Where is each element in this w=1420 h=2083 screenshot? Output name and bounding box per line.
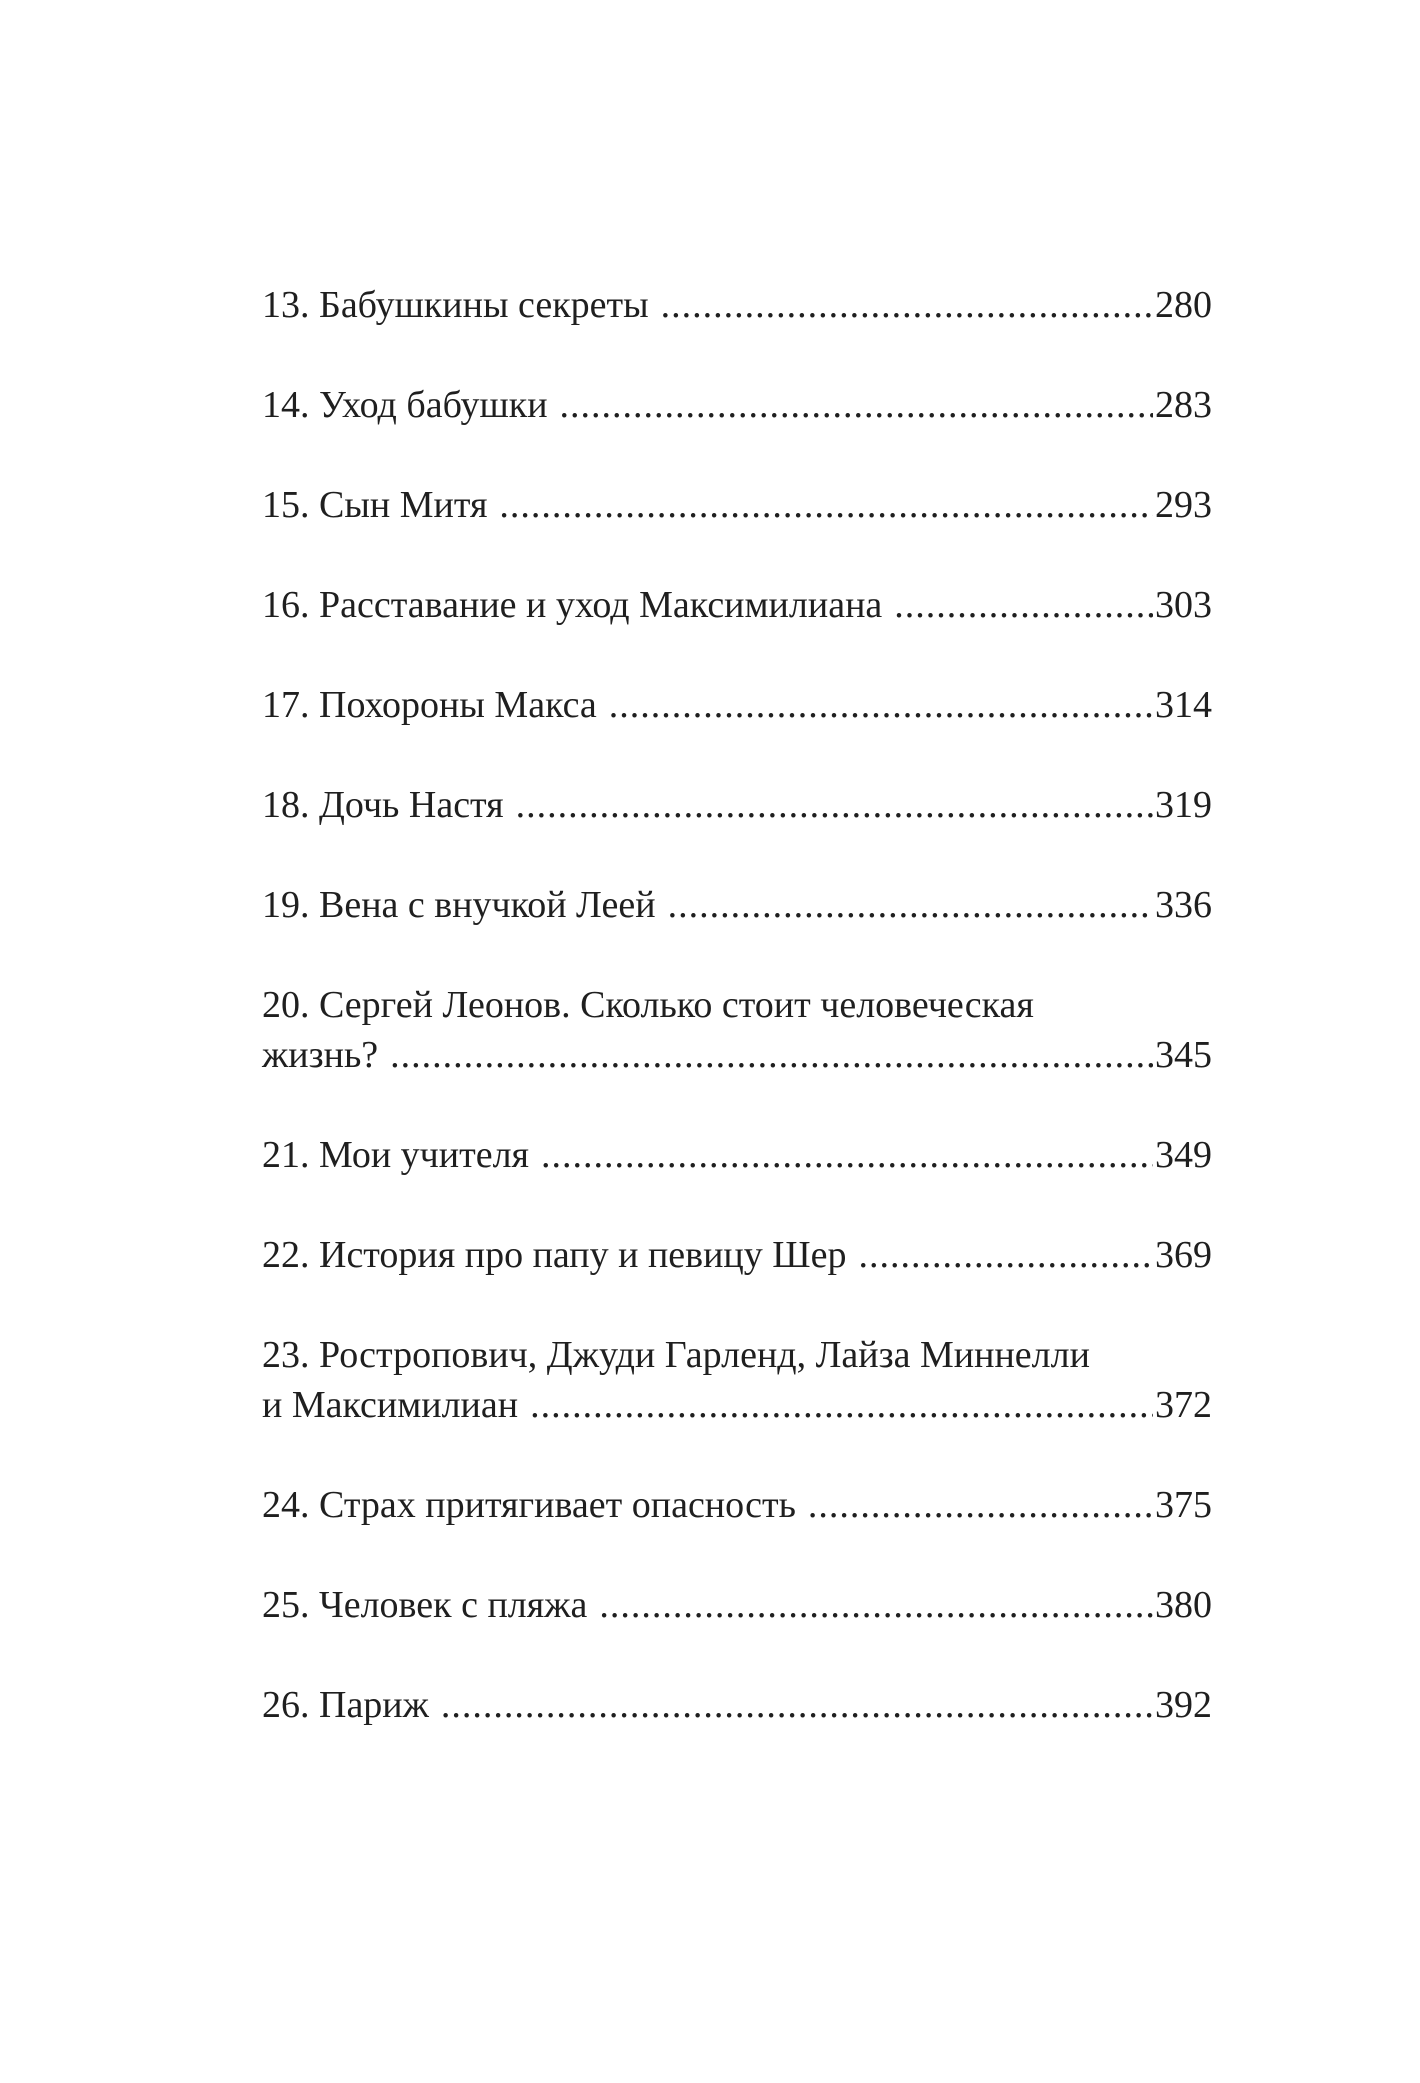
toc-line	[262, 780, 1212, 830]
toc-page-number: 303	[1155, 584, 1212, 626]
dot-leader	[390, 1030, 1153, 1080]
toc-entry-title: 18. Дочь Настя	[262, 784, 504, 826]
dot-leader	[808, 1480, 1153, 1530]
toc-line	[262, 680, 1212, 730]
toc-page-number: 392	[1155, 1684, 1212, 1726]
toc-line	[262, 880, 1212, 930]
toc-entry-title: 14. Уход бабушки	[262, 384, 548, 426]
toc-page-number: 349	[1155, 1134, 1212, 1176]
toc-page-number: 369	[1155, 1234, 1212, 1276]
toc-line	[262, 1380, 1212, 1430]
table-of-contents	[262, 280, 1212, 1730]
toc-line	[262, 480, 1212, 530]
toc-entry-14	[262, 380, 1212, 430]
toc-entry-title: 25. Человек с пляжа	[262, 1584, 588, 1626]
dot-leader	[499, 480, 1153, 530]
toc-entry-title: 13. Бабушкины секреты	[262, 284, 649, 326]
toc-entry-title: 22. История про папу и певицу Шер	[262, 1234, 847, 1276]
toc-line	[262, 1130, 1212, 1180]
toc-entry-15	[262, 480, 1212, 530]
toc-entry-22	[262, 1230, 1212, 1280]
toc-entry-title: 26. Париж	[262, 1684, 429, 1726]
dot-leader	[858, 1230, 1153, 1280]
toc-page-number: 372	[1155, 1384, 1212, 1426]
toc-entry-26	[262, 1680, 1212, 1730]
toc-entry-title: 16. Расставание и уход Максимилиана	[262, 584, 883, 626]
toc-entry-title: жизнь?	[262, 1034, 379, 1076]
toc-line	[262, 280, 1212, 330]
toc-entry-title-line1: 23. Ростропович, Джуди Гарленд, Лайза Миннелли	[262, 1334, 1090, 1376]
dot-leader	[530, 1380, 1153, 1430]
toc-entry-title: 17. Похороны Макса	[262, 684, 597, 726]
toc-line	[262, 1680, 1212, 1730]
toc-entry-19	[262, 880, 1212, 930]
toc-line	[262, 580, 1212, 630]
toc-entry-20	[262, 980, 1212, 1080]
toc-page-number: 314	[1155, 684, 1212, 726]
toc-entry-17	[262, 680, 1212, 730]
toc-entry-title: 21. Мои учителя	[262, 1134, 530, 1176]
dot-leader	[609, 680, 1153, 730]
dot-leader	[516, 780, 1153, 830]
toc-page-number: 336	[1155, 884, 1212, 926]
dot-leader	[599, 1580, 1153, 1630]
toc-line	[262, 1580, 1212, 1630]
dot-leader	[541, 1130, 1153, 1180]
toc-entry-25	[262, 1580, 1212, 1630]
toc-entry-title-line1: 20. Сергей Леонов. Сколько стоит человеческая	[262, 984, 1034, 1026]
toc-entry-23	[262, 1330, 1212, 1430]
toc-entry-16	[262, 580, 1212, 630]
toc-page-number: 280	[1155, 284, 1212, 326]
dot-leader	[668, 880, 1153, 930]
toc-line	[262, 1480, 1212, 1530]
toc-entry-24	[262, 1480, 1212, 1530]
toc-entry-title: 19. Вена с внучкой Леей	[262, 884, 656, 926]
toc-line	[262, 1030, 1212, 1080]
toc-entry-title: и Максимилиан	[262, 1384, 519, 1426]
toc-page-number: 375	[1155, 1484, 1212, 1526]
toc-line	[262, 380, 1212, 430]
dot-leader	[894, 580, 1153, 630]
toc-page-number: 283	[1155, 384, 1212, 426]
toc-entry-title: 24. Страх притягивает опасность	[262, 1484, 796, 1526]
toc-entry-18	[262, 780, 1212, 830]
dot-leader	[661, 280, 1153, 330]
toc-entry-title: 15. Сын Митя	[262, 484, 488, 526]
toc-page-number: 380	[1155, 1584, 1212, 1626]
toc-page-number: 293	[1155, 484, 1212, 526]
dot-leader	[560, 380, 1153, 430]
toc-page-number: 319	[1155, 784, 1212, 826]
toc-entry-21	[262, 1130, 1212, 1180]
toc-entry-13	[262, 280, 1212, 330]
toc-page-number: 345	[1155, 1034, 1212, 1076]
dot-leader	[441, 1680, 1153, 1730]
toc-line	[262, 1230, 1212, 1280]
